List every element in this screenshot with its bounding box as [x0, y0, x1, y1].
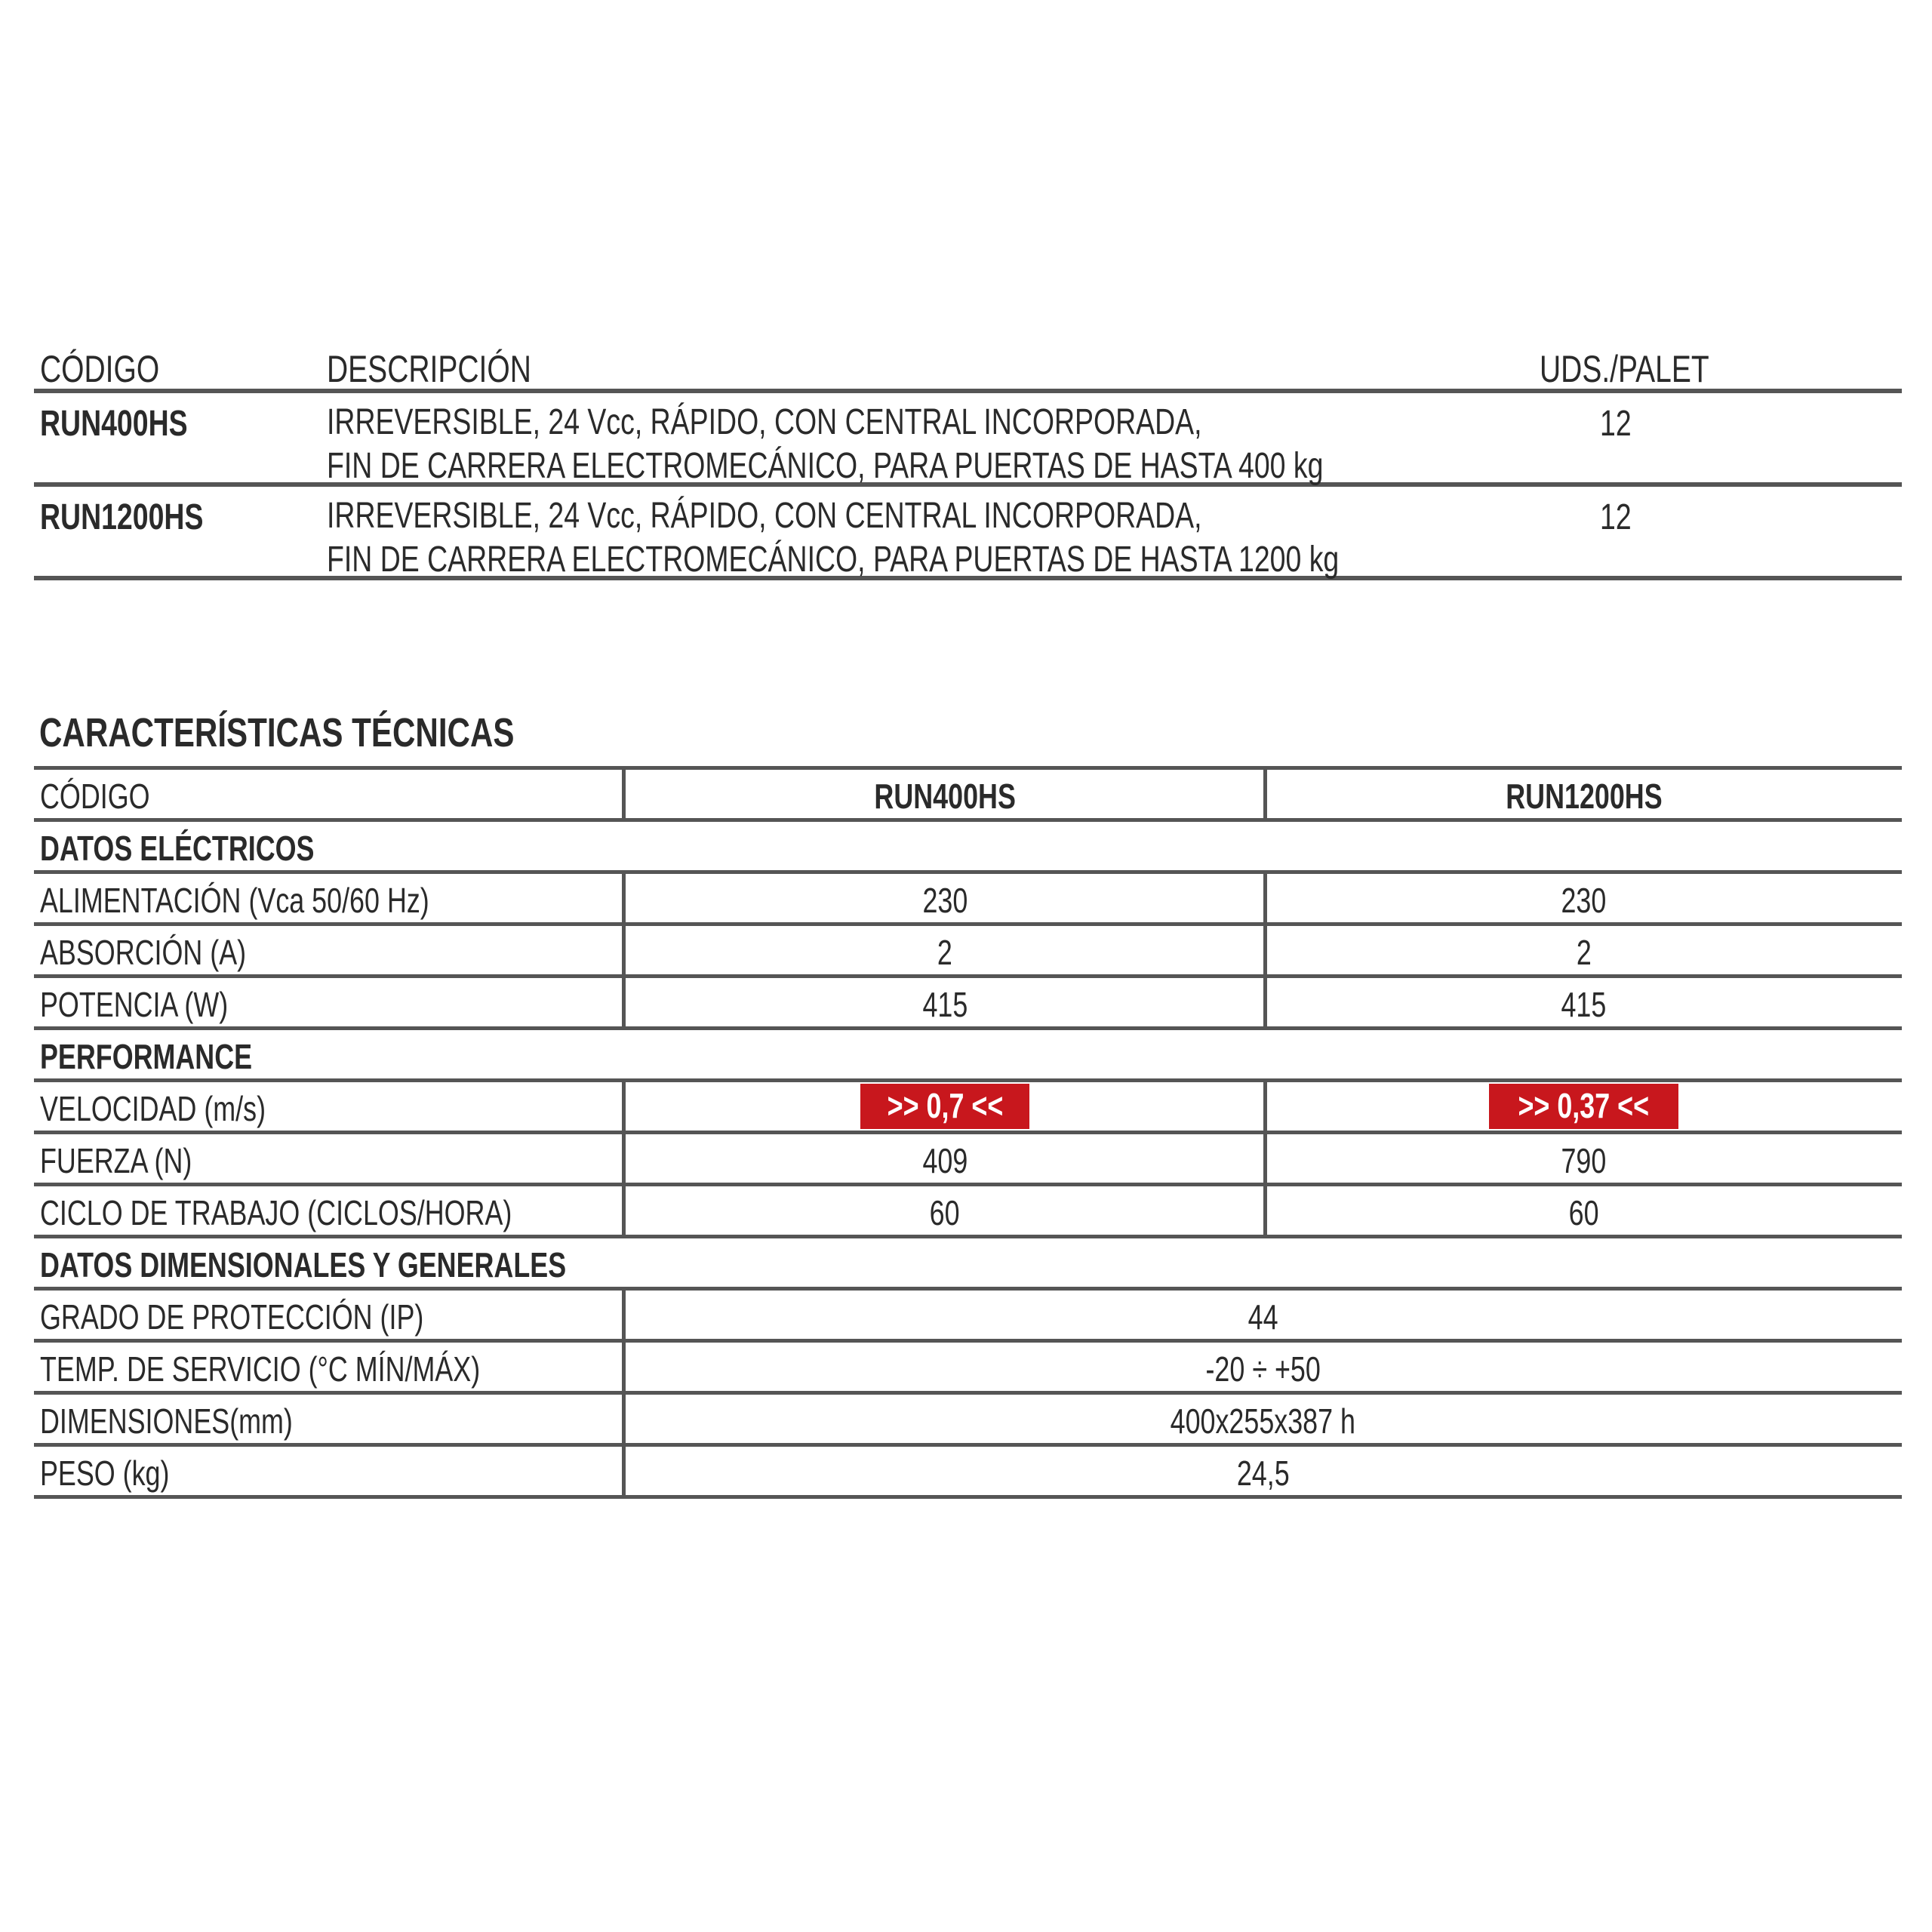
value-run1200hs: 230: [1561, 881, 1607, 920]
product-units: 12: [1600, 497, 1632, 537]
row-temp: [34, 1343, 1902, 1395]
row-peso: [34, 1447, 1902, 1499]
product-row-run400hs: [34, 393, 1902, 487]
tech-header-row: [34, 770, 1902, 822]
section-label: DATOS ELÉCTRICOS: [40, 829, 315, 868]
product-units: 12: [1600, 404, 1632, 444]
value-shared: -20 ÷ +50: [1205, 1349, 1321, 1389]
row-fuerza: [34, 1134, 1902, 1186]
section-dimensional: [34, 1238, 1902, 1291]
row-label: FUERZA (N): [40, 1141, 192, 1180]
section-electrical: [34, 822, 1902, 874]
value-shared: 24,5: [1236, 1454, 1290, 1493]
row-label: PESO (kg): [40, 1454, 170, 1493]
product-table: [34, 332, 1902, 580]
value-run1200hs: [1266, 1084, 1902, 1129]
value-shared: 400x255x387 h: [1170, 1401, 1356, 1441]
row-label: GRADO DE PROTECCIÓN (IP): [40, 1297, 424, 1337]
row-potencia: [34, 978, 1902, 1030]
product-row-run1200hs: [34, 487, 1902, 580]
value-run400hs: 60: [930, 1193, 960, 1232]
value-run400hs: 230: [922, 881, 968, 920]
value-run1200hs: 790: [1561, 1141, 1607, 1180]
row-absorcion: [34, 926, 1902, 978]
section-performance: [34, 1030, 1902, 1082]
value-run400hs: 415: [922, 985, 968, 1024]
speed-highlight-badge: >> 0,7 <<: [860, 1084, 1030, 1129]
tech-header-run1200hs: RUN1200HS: [1505, 777, 1663, 816]
product-code: RUN1200HS: [40, 497, 204, 537]
product-code: RUN400HS: [40, 404, 188, 444]
row-label: TEMP. DE SERVICIO (°C MÍN/MÁX): [40, 1349, 481, 1389]
tech-table: [34, 766, 1902, 1499]
row-label: VELOCIDAD (m/s): [40, 1089, 266, 1128]
tech-header-label: CÓDIGO: [40, 777, 150, 816]
value-run400hs: 409: [922, 1141, 968, 1180]
section-label: PERFORMANCE: [40, 1037, 253, 1076]
value-run400hs: [624, 1084, 1266, 1129]
row-dimensiones: [34, 1395, 1902, 1447]
value-run1200hs: 415: [1561, 985, 1607, 1024]
row-label: POTENCIA (W): [40, 985, 229, 1024]
value-run1200hs: 2: [1576, 933, 1592, 972]
tech-section-title: CARACTERÍSTICAS TÉCNICAS: [39, 710, 515, 755]
row-label: ABSORCIÓN (A): [40, 933, 247, 972]
row-alimentacion: [34, 874, 1902, 926]
value-run400hs: 2: [937, 933, 952, 972]
row-proteccion: [34, 1291, 1902, 1343]
row-ciclo: [34, 1186, 1902, 1238]
row-label: DIMENSIONES(mm): [40, 1401, 293, 1441]
row-label: CICLO DE TRABAJO (CICLOS/HORA): [40, 1193, 512, 1232]
product-table-header: CÓDIGO DESCRIPCIÓN UDS./PALET: [34, 332, 1902, 393]
section-label: DATOS DIMENSIONALES Y GENERALES: [40, 1245, 567, 1284]
speed-highlight-badge: >> 0,37 <<: [1489, 1084, 1678, 1129]
value-shared: 44: [1247, 1297, 1278, 1337]
row-label: ALIMENTACIÓN (Vca 50/60 Hz): [40, 881, 429, 920]
row-velocidad: [34, 1082, 1902, 1134]
product-description: IRREVERSIBLE, 24 Vcc, RÁPIDO, CON CENTRAL INCORPORADA, FIN DE CARRERA ELECTROMECÁNICO, PARA PUERTAS DE HASTA 1200 kg: [327, 496, 1340, 580]
product-description: IRREVERSIBLE, 24 Vcc, RÁPIDO, CON CENTRAL INCORPORADA, FIN DE CARRERA ELECTROMECÁNICO, PARA PUERTAS DE HASTA 400 kg: [327, 402, 1324, 486]
value-run1200hs: 60: [1568, 1193, 1599, 1232]
tech-header-run400hs: RUN400HS: [874, 777, 1016, 816]
